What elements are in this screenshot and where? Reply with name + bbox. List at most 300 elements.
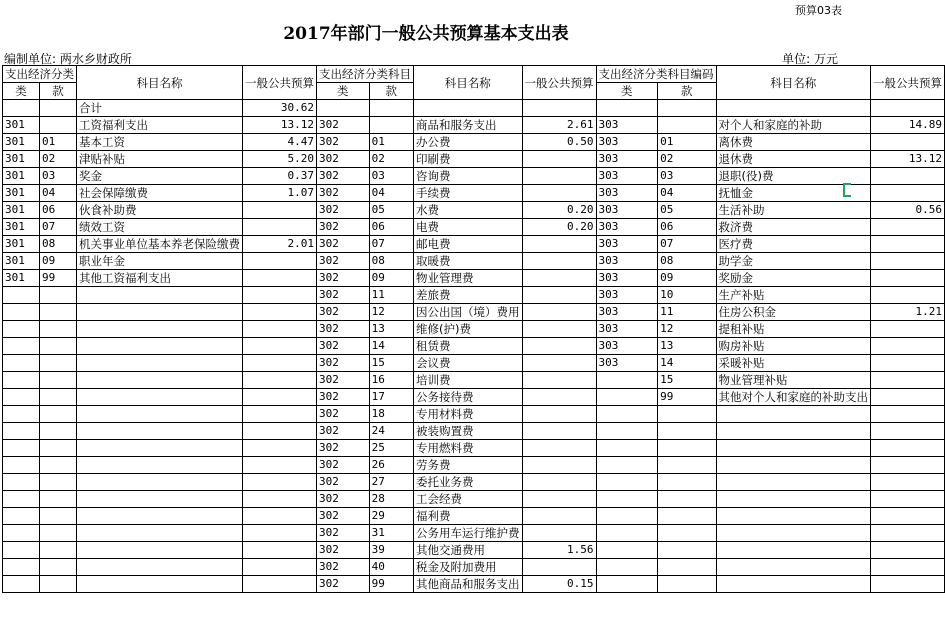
cell-lei-1[interactable] xyxy=(3,542,40,559)
cell-val-2[interactable]: 0.50 xyxy=(522,134,596,151)
cell-name-1[interactable]: 机关事业单位基本养老保险缴费 xyxy=(77,236,243,253)
cell-kuan-3[interactable]: 07 xyxy=(658,236,716,253)
cell-lei-2[interactable]: 302 xyxy=(317,559,370,576)
cell-lei-1[interactable] xyxy=(3,100,40,117)
cell-name-3[interactable]: 奖励金 xyxy=(716,270,871,287)
cell-name-3[interactable]: 提租补贴 xyxy=(716,321,871,338)
cell-val-1[interactable] xyxy=(243,355,317,372)
cell-lei-2[interactable]: 302 xyxy=(317,202,370,219)
cell-name-2[interactable]: 培训费 xyxy=(414,372,523,389)
cell-kuan-1[interactable] xyxy=(40,287,77,304)
cell-val-2[interactable] xyxy=(522,321,596,338)
cell-val-3[interactable] xyxy=(871,134,945,151)
cell-name-3[interactable]: 生产补贴 xyxy=(716,287,871,304)
cell-kuan-2[interactable]: 18 xyxy=(369,406,413,423)
cell-lei-1[interactable] xyxy=(3,372,40,389)
cell-kuan-2[interactable]: 13 xyxy=(369,321,413,338)
cell-lei-3[interactable] xyxy=(596,474,658,491)
cell-lei-1[interactable]: 301 xyxy=(3,134,40,151)
cell-kuan-3[interactable] xyxy=(658,100,716,117)
cell-lei-3[interactable]: 303 xyxy=(596,134,658,151)
cell-val-2[interactable] xyxy=(522,389,596,406)
cell-val-3[interactable] xyxy=(871,270,945,287)
cell-name-3[interactable] xyxy=(716,457,871,474)
cell-val-2[interactable] xyxy=(522,100,596,117)
cell-name-1[interactable]: 社会保障缴费 xyxy=(77,185,243,202)
cell-kuan-3[interactable]: 03 xyxy=(658,168,716,185)
cell-kuan-1[interactable] xyxy=(40,542,77,559)
cell-kuan-1[interactable] xyxy=(40,491,77,508)
cell-val-2[interactable] xyxy=(522,270,596,287)
cell-val-2[interactable] xyxy=(522,457,596,474)
cell-lei-3[interactable]: 303 xyxy=(596,185,658,202)
cell-val-1[interactable] xyxy=(243,474,317,491)
cell-lei-1[interactable] xyxy=(3,440,40,457)
cell-kuan-1[interactable]: 04 xyxy=(40,185,77,202)
cell-name-2[interactable]: 印刷费 xyxy=(414,151,523,168)
cell-kuan-3[interactable]: 02 xyxy=(658,151,716,168)
cell-lei-2[interactable] xyxy=(317,100,370,117)
cell-name-1[interactable]: 工资福利支出 xyxy=(77,117,243,134)
cell-kuan-3[interactable]: 06 xyxy=(658,219,716,236)
cell-val-2[interactable] xyxy=(522,525,596,542)
cell-kuan-1[interactable]: 99 xyxy=(40,270,77,287)
cell-kuan-3[interactable] xyxy=(658,576,716,593)
cell-name-1[interactable]: 基本工资 xyxy=(77,134,243,151)
cell-lei-1[interactable] xyxy=(3,457,40,474)
cell-lei-3[interactable] xyxy=(596,525,658,542)
cell-lei-1[interactable] xyxy=(3,491,40,508)
cell-kuan-1[interactable]: 07 xyxy=(40,219,77,236)
cell-name-2[interactable]: 维修(护)费 xyxy=(414,321,523,338)
cell-name-1[interactable] xyxy=(77,304,243,321)
cell-lei-1[interactable] xyxy=(3,525,40,542)
cell-val-1[interactable] xyxy=(243,338,317,355)
cell-name-3[interactable] xyxy=(716,423,871,440)
cell-lei-2[interactable]: 302 xyxy=(317,576,370,593)
cell-kuan-3[interactable]: 10 xyxy=(658,287,716,304)
cell-kuan-1[interactable] xyxy=(40,440,77,457)
cell-name-2[interactable]: 专用材料费 xyxy=(414,406,523,423)
cell-val-3[interactable] xyxy=(871,321,945,338)
cell-kuan-2[interactable]: 07 xyxy=(369,236,413,253)
cell-kuan-3[interactable] xyxy=(658,117,716,134)
cell-name-1[interactable] xyxy=(77,542,243,559)
cell-kuan-3[interactable]: 11 xyxy=(658,304,716,321)
cell-val-3[interactable]: 1.21 xyxy=(871,304,945,321)
cell-name-3[interactable] xyxy=(716,559,871,576)
cell-lei-2[interactable]: 302 xyxy=(317,185,370,202)
cell-val-2[interactable] xyxy=(522,304,596,321)
cell-val-3[interactable] xyxy=(871,338,945,355)
cell-name-2[interactable]: 公务用车运行维护费 xyxy=(414,525,523,542)
cell-kuan-2[interactable]: 16 xyxy=(369,372,413,389)
cell-val-1[interactable] xyxy=(243,304,317,321)
cell-val-3[interactable] xyxy=(871,406,945,423)
cell-lei-1[interactable]: 301 xyxy=(3,202,40,219)
cell-val-2[interactable] xyxy=(522,185,596,202)
cell-val-2[interactable] xyxy=(522,559,596,576)
cell-lei-2[interactable]: 302 xyxy=(317,525,370,542)
cell-lei-3[interactable] xyxy=(596,576,658,593)
cell-kuan-2[interactable]: 11 xyxy=(369,287,413,304)
cell-val-1[interactable]: 2.01 xyxy=(243,236,317,253)
cell-val-3[interactable]: 13.12 xyxy=(871,151,945,168)
cell-kuan-1[interactable] xyxy=(40,338,77,355)
cell-val-2[interactable] xyxy=(522,406,596,423)
cell-kuan-2[interactable]: 31 xyxy=(369,525,413,542)
cell-lei-3[interactable]: 303 xyxy=(596,338,658,355)
cell-lei-1[interactable] xyxy=(3,423,40,440)
cell-val-3[interactable] xyxy=(871,185,945,202)
cell-name-1[interactable]: 合计 xyxy=(77,100,243,117)
cell-lei-1[interactable] xyxy=(3,287,40,304)
cell-val-3[interactable] xyxy=(871,491,945,508)
cell-lei-3[interactable]: 303 xyxy=(596,168,658,185)
cell-name-1[interactable] xyxy=(77,338,243,355)
cell-lei-3[interactable] xyxy=(596,491,658,508)
cell-name-1[interactable] xyxy=(77,440,243,457)
cell-lei-2[interactable]: 302 xyxy=(317,236,370,253)
cell-val-1[interactable]: 1.07 xyxy=(243,185,317,202)
cell-val-2[interactable]: 0.20 xyxy=(522,202,596,219)
cell-kuan-2[interactable]: 40 xyxy=(369,559,413,576)
cell-val-2[interactable] xyxy=(522,338,596,355)
cell-kuan-2[interactable]: 17 xyxy=(369,389,413,406)
cell-lei-2[interactable]: 302 xyxy=(317,270,370,287)
cell-name-2[interactable]: 其他商品和服务支出 xyxy=(414,576,523,593)
cell-name-1[interactable]: 其他工资福利支出 xyxy=(77,270,243,287)
cell-val-3[interactable] xyxy=(871,508,945,525)
cell-kuan-2[interactable]: 99 xyxy=(369,576,413,593)
cell-kuan-3[interactable] xyxy=(658,559,716,576)
cell-val-1[interactable] xyxy=(243,440,317,457)
cell-kuan-3[interactable]: 04 xyxy=(658,185,716,202)
cell-name-3[interactable]: 抚恤金 xyxy=(716,185,871,202)
cell-val-2[interactable] xyxy=(522,253,596,270)
cell-val-1[interactable] xyxy=(243,406,317,423)
cell-val-1[interactable] xyxy=(243,457,317,474)
cell-kuan-3[interactable] xyxy=(658,440,716,457)
cell-kuan-3[interactable] xyxy=(658,525,716,542)
cell-kuan-1[interactable] xyxy=(40,457,77,474)
cell-lei-3[interactable]: 303 xyxy=(596,253,658,270)
cell-name-2[interactable]: 因公出国（境）费用 xyxy=(414,304,523,321)
cell-val-1[interactable]: 4.47 xyxy=(243,134,317,151)
cell-name-3[interactable] xyxy=(716,100,871,117)
cell-val-3[interactable]: 14.89 xyxy=(871,117,945,134)
cell-name-2[interactable] xyxy=(414,100,523,117)
cell-kuan-2[interactable]: 26 xyxy=(369,457,413,474)
cell-kuan-1[interactable] xyxy=(40,423,77,440)
cell-lei-2[interactable]: 302 xyxy=(317,253,370,270)
cell-lei-2[interactable]: 302 xyxy=(317,372,370,389)
cell-kuan-2[interactable]: 09 xyxy=(369,270,413,287)
cell-lei-3[interactable] xyxy=(596,559,658,576)
cell-name-2[interactable]: 差旅费 xyxy=(414,287,523,304)
cell-val-1[interactable] xyxy=(243,423,317,440)
cell-name-2[interactable]: 税金及附加费用 xyxy=(414,559,523,576)
cell-val-3[interactable] xyxy=(871,542,945,559)
cell-val-1[interactable] xyxy=(243,253,317,270)
cell-kuan-3[interactable] xyxy=(658,457,716,474)
cell-val-3[interactable]: 0.56 xyxy=(871,202,945,219)
cell-lei-2[interactable]: 302 xyxy=(317,219,370,236)
cell-val-2[interactable] xyxy=(522,440,596,457)
cell-lei-2[interactable]: 302 xyxy=(317,355,370,372)
cell-kuan-2[interactable]: 05 xyxy=(369,202,413,219)
cell-kuan-1[interactable] xyxy=(40,559,77,576)
cell-kuan-3[interactable] xyxy=(658,474,716,491)
cell-kuan-3[interactable] xyxy=(658,542,716,559)
cell-kuan-1[interactable]: 08 xyxy=(40,236,77,253)
cell-lei-1[interactable] xyxy=(3,508,40,525)
cell-name-1[interactable] xyxy=(77,525,243,542)
cell-name-3[interactable]: 住房公积金 xyxy=(716,304,871,321)
cell-name-1[interactable] xyxy=(77,355,243,372)
cell-name-3[interactable] xyxy=(716,576,871,593)
cell-val-3[interactable] xyxy=(871,168,945,185)
cell-kuan-3[interactable]: 15 xyxy=(658,372,716,389)
cell-kuan-1[interactable]: 03 xyxy=(40,168,77,185)
cell-kuan-1[interactable] xyxy=(40,355,77,372)
cell-name-2[interactable]: 水费 xyxy=(414,202,523,219)
cell-name-3[interactable] xyxy=(716,525,871,542)
cell-kuan-2[interactable]: 04 xyxy=(369,185,413,202)
cell-kuan-2[interactable] xyxy=(369,100,413,117)
cell-lei-3[interactable]: 303 xyxy=(596,151,658,168)
cell-name-3[interactable] xyxy=(716,491,871,508)
cell-val-3[interactable] xyxy=(871,219,945,236)
cell-val-1[interactable] xyxy=(243,270,317,287)
cell-name-3[interactable]: 离休费 xyxy=(716,134,871,151)
cell-name-2[interactable]: 委托业务费 xyxy=(414,474,523,491)
cell-lei-3[interactable] xyxy=(596,389,658,406)
cell-name-1[interactable] xyxy=(77,474,243,491)
cell-kuan-3[interactable]: 08 xyxy=(658,253,716,270)
cell-kuan-1[interactable] xyxy=(40,406,77,423)
cell-kuan-3[interactable]: 09 xyxy=(658,270,716,287)
cell-kuan-2[interactable]: 28 xyxy=(369,491,413,508)
cell-kuan-3[interactable] xyxy=(658,508,716,525)
cell-lei-3[interactable] xyxy=(596,508,658,525)
cell-val-2[interactable] xyxy=(522,151,596,168)
cell-name-2[interactable]: 邮电费 xyxy=(414,236,523,253)
cell-kuan-3[interactable]: 01 xyxy=(658,134,716,151)
cell-name-3[interactable]: 物业管理补贴 xyxy=(716,372,871,389)
cell-name-3[interactable]: 助学金 xyxy=(716,253,871,270)
cell-val-2[interactable] xyxy=(522,355,596,372)
cell-val-1[interactable] xyxy=(243,525,317,542)
cell-name-2[interactable]: 福利费 xyxy=(414,508,523,525)
cell-kuan-2[interactable]: 25 xyxy=(369,440,413,457)
cell-name-3[interactable] xyxy=(716,508,871,525)
cell-lei-1[interactable]: 301 xyxy=(3,185,40,202)
cell-name-1[interactable] xyxy=(77,423,243,440)
cell-lei-1[interactable] xyxy=(3,321,40,338)
cell-lei-1[interactable]: 301 xyxy=(3,270,40,287)
cell-name-1[interactable]: 津贴补贴 xyxy=(77,151,243,168)
cell-val-1[interactable]: 0.37 xyxy=(243,168,317,185)
cell-val-2[interactable] xyxy=(522,236,596,253)
cell-val-3[interactable] xyxy=(871,372,945,389)
cell-lei-1[interactable] xyxy=(3,355,40,372)
cell-name-2[interactable]: 其他交通费用 xyxy=(414,542,523,559)
cell-lei-3[interactable] xyxy=(596,372,658,389)
cell-lei-3[interactable] xyxy=(596,100,658,117)
cell-val-2[interactable] xyxy=(522,474,596,491)
cell-lei-2[interactable]: 302 xyxy=(317,134,370,151)
cell-lei-2[interactable]: 302 xyxy=(317,457,370,474)
cell-name-3[interactable] xyxy=(716,542,871,559)
cell-val-1[interactable] xyxy=(243,372,317,389)
cell-name-1[interactable] xyxy=(77,576,243,593)
cell-name-2[interactable]: 物业管理费 xyxy=(414,270,523,287)
cell-lei-2[interactable]: 302 xyxy=(317,304,370,321)
cell-val-1[interactable] xyxy=(243,576,317,593)
cell-kuan-3[interactable]: 14 xyxy=(658,355,716,372)
cell-lei-1[interactable]: 301 xyxy=(3,168,40,185)
cell-kuan-1[interactable] xyxy=(40,576,77,593)
cell-name-3[interactable]: 生活补助 xyxy=(716,202,871,219)
cell-val-2[interactable]: 2.61 xyxy=(522,117,596,134)
cell-val-2[interactable]: 0.15 xyxy=(522,576,596,593)
cell-kuan-2[interactable] xyxy=(369,117,413,134)
cell-val-2[interactable]: 1.56 xyxy=(522,542,596,559)
cell-kuan-1[interactable] xyxy=(40,117,77,134)
cell-lei-1[interactable] xyxy=(3,576,40,593)
cell-name-2[interactable]: 专用燃料费 xyxy=(414,440,523,457)
cell-name-1[interactable] xyxy=(77,389,243,406)
cell-name-2[interactable]: 手续费 xyxy=(414,185,523,202)
cell-kuan-2[interactable]: 01 xyxy=(369,134,413,151)
cell-lei-2[interactable]: 302 xyxy=(317,151,370,168)
cell-kuan-1[interactable]: 02 xyxy=(40,151,77,168)
cell-name-3[interactable]: 医疗费 xyxy=(716,236,871,253)
cell-name-1[interactable]: 伙食补助费 xyxy=(77,202,243,219)
cell-kuan-2[interactable]: 03 xyxy=(369,168,413,185)
cell-kuan-1[interactable] xyxy=(40,372,77,389)
cell-lei-1[interactable]: 301 xyxy=(3,236,40,253)
cell-name-2[interactable]: 租赁费 xyxy=(414,338,523,355)
cell-lei-3[interactable] xyxy=(596,406,658,423)
cell-lei-2[interactable]: 302 xyxy=(317,542,370,559)
cell-kuan-1[interactable]: 01 xyxy=(40,134,77,151)
cell-kuan-1[interactable] xyxy=(40,525,77,542)
cell-name-2[interactable]: 工会经费 xyxy=(414,491,523,508)
cell-lei-3[interactable]: 303 xyxy=(596,270,658,287)
cell-lei-2[interactable]: 302 xyxy=(317,338,370,355)
cell-kuan-1[interactable]: 06 xyxy=(40,202,77,219)
cell-lei-2[interactable]: 302 xyxy=(317,491,370,508)
cell-name-1[interactable] xyxy=(77,372,243,389)
cell-lei-2[interactable]: 302 xyxy=(317,168,370,185)
cell-name-2[interactable]: 取暖费 xyxy=(414,253,523,270)
cell-val-1[interactable] xyxy=(243,491,317,508)
cell-lei-1[interactable]: 301 xyxy=(3,219,40,236)
cell-name-2[interactable]: 会议费 xyxy=(414,355,523,372)
cell-kuan-2[interactable]: 02 xyxy=(369,151,413,168)
cell-lei-1[interactable]: 301 xyxy=(3,151,40,168)
cell-name-1[interactable] xyxy=(77,287,243,304)
cell-val-2[interactable]: 0.20 xyxy=(522,219,596,236)
cell-kuan-1[interactable]: 09 xyxy=(40,253,77,270)
cell-lei-2[interactable]: 302 xyxy=(317,423,370,440)
cell-val-1[interactable] xyxy=(243,321,317,338)
cell-lei-3[interactable] xyxy=(596,423,658,440)
cell-lei-2[interactable]: 302 xyxy=(317,508,370,525)
cell-name-3[interactable] xyxy=(716,440,871,457)
cell-name-2[interactable]: 公务接待费 xyxy=(414,389,523,406)
cell-name-3[interactable]: 对个人和家庭的补助 xyxy=(716,117,871,134)
cell-val-1[interactable] xyxy=(243,287,317,304)
cell-kuan-3[interactable] xyxy=(658,406,716,423)
cell-val-2[interactable] xyxy=(522,491,596,508)
cell-val-2[interactable] xyxy=(522,423,596,440)
cell-lei-3[interactable] xyxy=(596,457,658,474)
cell-val-3[interactable] xyxy=(871,440,945,457)
cell-kuan-3[interactable]: 13 xyxy=(658,338,716,355)
cell-name-1[interactable]: 奖金 xyxy=(77,168,243,185)
cell-name-2[interactable]: 被装购置费 xyxy=(414,423,523,440)
cell-name-3[interactable] xyxy=(716,474,871,491)
cell-kuan-2[interactable]: 29 xyxy=(369,508,413,525)
cell-lei-3[interactable]: 303 xyxy=(596,355,658,372)
cell-name-1[interactable] xyxy=(77,406,243,423)
cell-name-3[interactable]: 退职(役)费 xyxy=(716,168,871,185)
cell-lei-3[interactable] xyxy=(596,542,658,559)
cell-kuan-2[interactable]: 12 xyxy=(369,304,413,321)
cell-name-1[interactable]: 职业年金 xyxy=(77,253,243,270)
cell-val-1[interactable] xyxy=(243,559,317,576)
cell-lei-1[interactable] xyxy=(3,474,40,491)
cell-val-3[interactable] xyxy=(871,423,945,440)
cell-lei-1[interactable] xyxy=(3,338,40,355)
cell-val-2[interactable] xyxy=(522,372,596,389)
cell-lei-3[interactable]: 303 xyxy=(596,202,658,219)
cell-lei-2[interactable]: 302 xyxy=(317,117,370,134)
cell-kuan-3[interactable] xyxy=(658,491,716,508)
cell-lei-2[interactable]: 302 xyxy=(317,287,370,304)
cell-lei-2[interactable]: 302 xyxy=(317,321,370,338)
cell-lei-3[interactable]: 303 xyxy=(596,321,658,338)
cell-name-3[interactable] xyxy=(716,406,871,423)
cell-name-3[interactable]: 购房补贴 xyxy=(716,338,871,355)
cell-val-3[interactable] xyxy=(871,100,945,117)
cell-val-3[interactable] xyxy=(871,389,945,406)
cell-val-1[interactable] xyxy=(243,389,317,406)
cell-kuan-3[interactable]: 05 xyxy=(658,202,716,219)
cell-lei-2[interactable]: 302 xyxy=(317,389,370,406)
cell-val-3[interactable] xyxy=(871,253,945,270)
cell-lei-3[interactable]: 303 xyxy=(596,219,658,236)
cell-lei-2[interactable]: 302 xyxy=(317,406,370,423)
cell-name-1[interactable] xyxy=(77,508,243,525)
cell-val-3[interactable] xyxy=(871,355,945,372)
cell-kuan-1[interactable] xyxy=(40,100,77,117)
cell-kuan-2[interactable]: 24 xyxy=(369,423,413,440)
cell-kuan-2[interactable]: 14 xyxy=(369,338,413,355)
cell-lei-1[interactable] xyxy=(3,559,40,576)
cell-val-3[interactable] xyxy=(871,525,945,542)
cell-lei-1[interactable] xyxy=(3,304,40,321)
cell-val-3[interactable] xyxy=(871,559,945,576)
cell-lei-1[interactable] xyxy=(3,406,40,423)
cell-lei-1[interactable] xyxy=(3,389,40,406)
cell-name-1[interactable] xyxy=(77,457,243,474)
cell-lei-1[interactable]: 301 xyxy=(3,117,40,134)
cell-name-3[interactable]: 采暖补贴 xyxy=(716,355,871,372)
